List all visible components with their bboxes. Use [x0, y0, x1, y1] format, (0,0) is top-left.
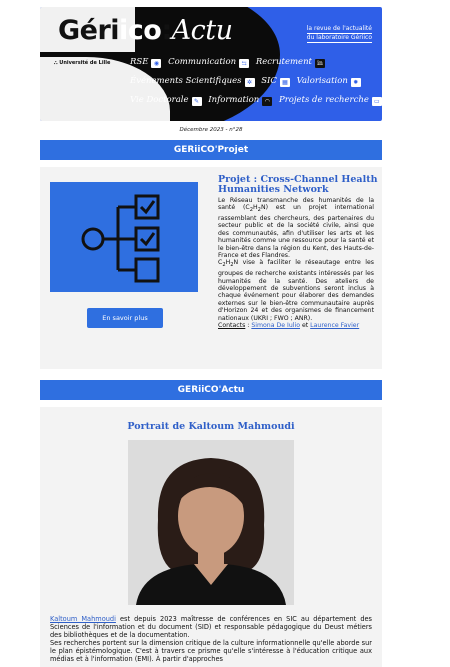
- settings-icon[interactable]: ✹: [351, 78, 361, 87]
- projet-description: Le Réseau transmanche des humanités de la santé $(C_2H_2N)$ est un projet international rassemblant des chercheurs, des partenaires du secteur public et de la société civile, ainsi que des communautés, afin d'utiliser les arts et les humanités comme une ressource pour la santé et le bien-être dans la région du Kent, des Hauts-de-France et des Flandres. $C_2H_2N$ vise à faciliter le réseautage entre les groupes de recherche existants intéressés par les humanités de la santé. Des ateliers de développement de subventions seront inclus à chaque événement pour élaborer des demandes externes sur le bien-être communautaire auprès d'Horizon 24 et des organismes de financement nationaux (UKRI ; FWO ; ANR). Contacts : Simona De Iulio et Laurence Favier: [218, 197, 374, 329]
- hierarchy-illustration: [50, 182, 198, 292]
- portrait-body: Kaltoum Mahmoudi est depuis 2023 maîtresse de conférences en SIC au département des Sciences de l'information et du document (SID) et responsable pédagogique du Deust métiers des bibliothèques et de la documentation. Ses recherches portent sur la dimension critique de la culture informationnelle qu'elle aborde sur le plan épistémologique. C'est à travers ce prisme qu'elle s'intéresse à l'éducation critique aux médias et à l'information (EMI). À partir d'approches: [50, 615, 372, 663]
- globe-icon[interactable]: ◉: [151, 59, 161, 68]
- hierarchy-icon: [50, 182, 198, 292]
- portrait-title[interactable]: Portrait de Kaltoum Mahmoudi: [127, 421, 295, 432]
- university-icon: ⛬: [54, 60, 58, 66]
- header-banner: [40, 7, 382, 121]
- folder-icon[interactable]: ▭: [372, 97, 382, 106]
- actu-card: [40, 407, 382, 667]
- contact-link-de-iulio[interactable]: Simona De Iulio: [251, 321, 300, 329]
- projet-title[interactable]: Projet : Cross-Channel Health Humanities Network: [218, 174, 378, 195]
- eye-icon[interactable]: ◠: [262, 97, 272, 106]
- nav-row-2: [130, 76, 365, 87]
- linkedin-icon[interactable]: in: [315, 59, 325, 68]
- university-logo[interactable]: ⛬ Université de Lille: [54, 60, 111, 66]
- person-link[interactable]: Kaltoum Mahmoudi: [50, 615, 116, 623]
- portrait-photo: [128, 440, 294, 605]
- nav-item-information[interactable]: Information: [208, 95, 260, 105]
- contact-link-favier[interactable]: Laurence Favier: [310, 321, 360, 329]
- nav-item-communication[interactable]: Communication: [168, 57, 237, 67]
- brand-logo[interactable]: Gériico:Actu: [58, 15, 233, 46]
- nav-item-projets[interactable]: Projets de recherche: [278, 95, 369, 105]
- grid-icon[interactable]: ▦: [280, 78, 290, 87]
- nav-item-evenements[interactable]: Événements Scientifiques: [130, 76, 242, 86]
- nav-item-recrutement[interactable]: Recrutement: [255, 57, 312, 67]
- nav-row-3: [130, 95, 382, 106]
- gear-icon[interactable]: ✲: [245, 78, 255, 87]
- en-savoir-plus-button[interactable]: En savoir plus: [87, 308, 163, 328]
- section-header-projet: GERiiCO'Projet: [40, 140, 382, 160]
- section-header-actu: GERiiCO'Actu: [40, 380, 382, 400]
- share-icon[interactable]: ⇆: [239, 59, 249, 68]
- nav-item-vie-doctorale[interactable]: Vie Doctorale: [130, 95, 189, 105]
- nav-item-sic[interactable]: SIC: [261, 76, 277, 86]
- portrait-image: [128, 440, 294, 605]
- contacts-label: Contacts: [218, 321, 246, 329]
- tagline: la revue de l'actualité du laboratoire Gériico: [306, 25, 372, 41]
- projet-card: [40, 167, 382, 369]
- issue-date: Décembre 2023 - n°28: [179, 127, 243, 133]
- nav-row-1: [130, 57, 329, 68]
- nav-item-valorisation[interactable]: Valorisation: [296, 76, 348, 86]
- pen-icon[interactable]: ✎: [192, 97, 202, 106]
- nav-item-rse[interactable]: RSE: [130, 57, 149, 67]
